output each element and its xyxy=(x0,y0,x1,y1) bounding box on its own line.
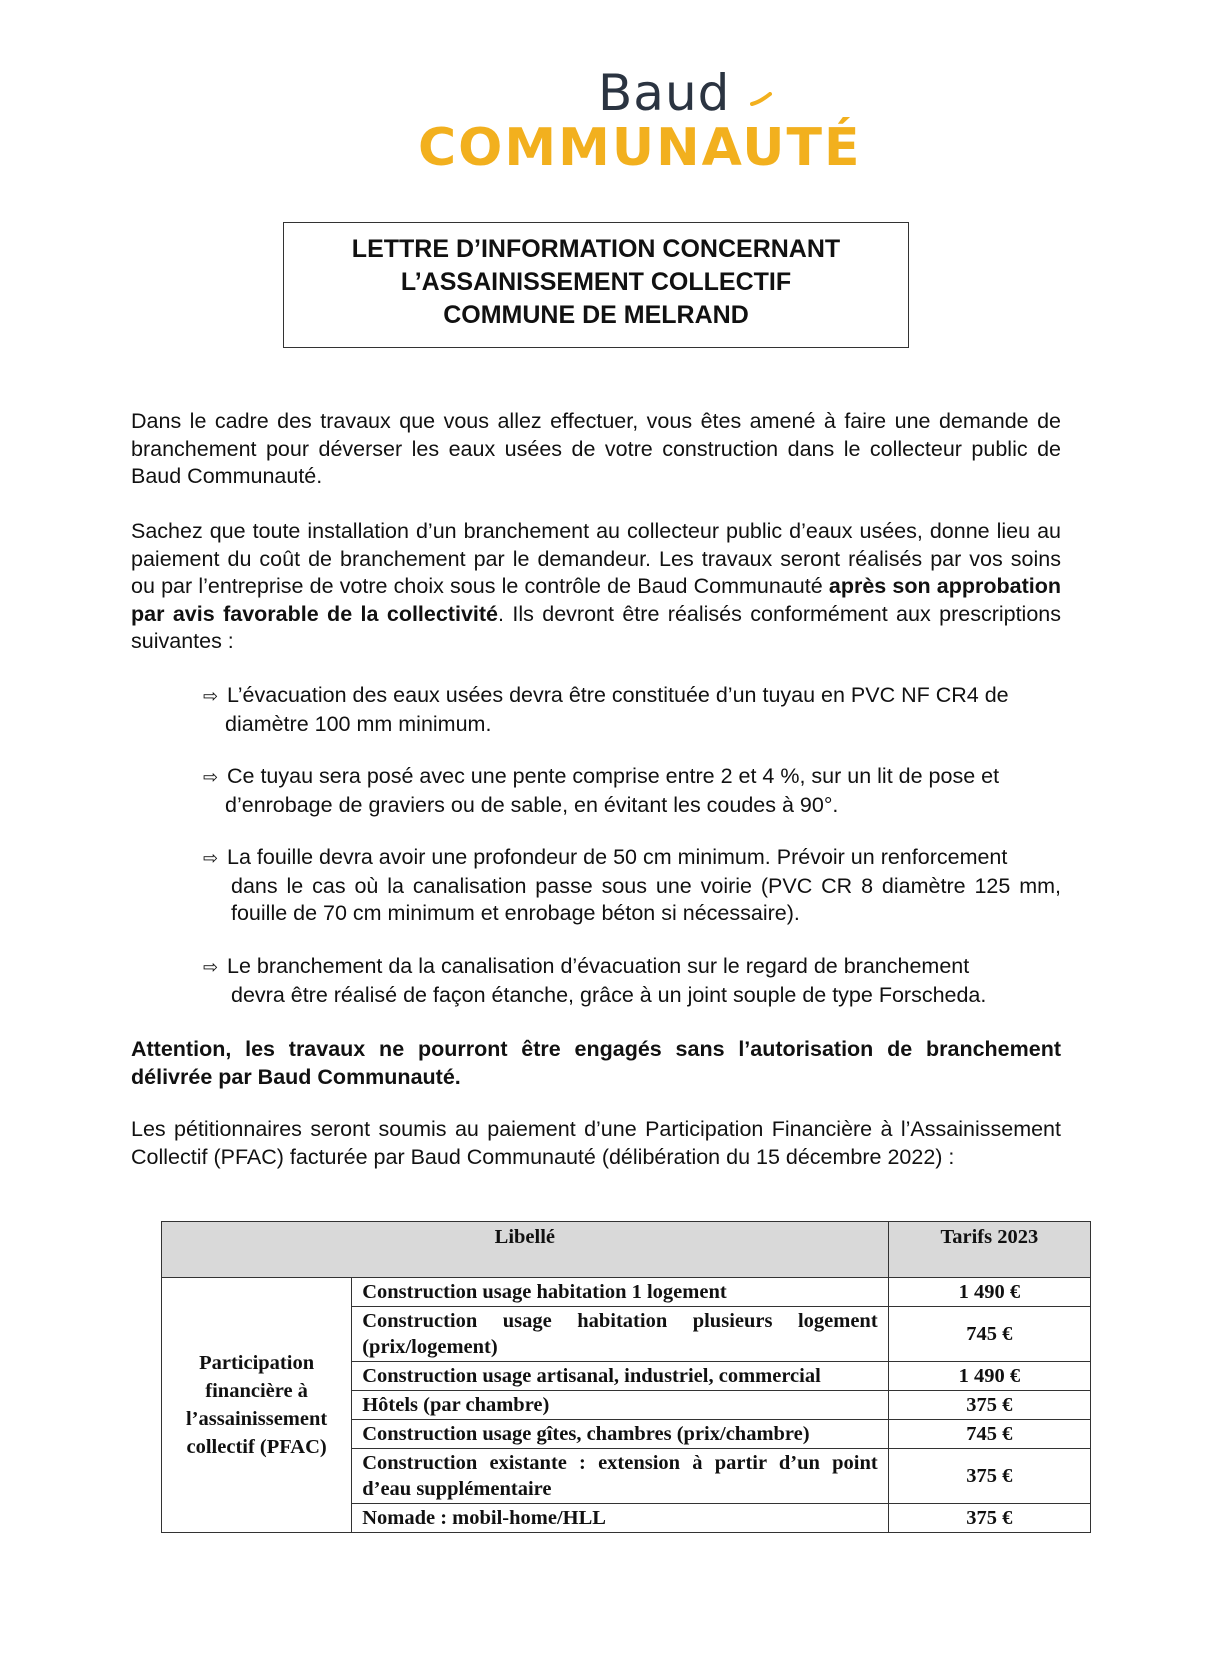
installation-text-end: . Ils devront être réalisés conformément aux prescriptions suivantes : xyxy=(131,601,1061,653)
arrow-right-icon: ⇨ xyxy=(203,848,219,868)
logo-communaute-text: COMMUNAUTÉ xyxy=(418,118,862,178)
prescription-item xyxy=(203,844,1061,928)
row-price: 375 € xyxy=(888,1391,1090,1420)
row-label: Nomade : mobil-home/HLL xyxy=(352,1504,888,1533)
prescription-text-continued: diamètre 100 mm minimum. xyxy=(225,711,492,736)
logo-baud-text: Baud xyxy=(598,64,731,122)
logo-accent-icon xyxy=(750,92,772,106)
row-price: 745 € xyxy=(888,1420,1090,1449)
row-label: Construction existante : extension à partir d’un point d’eau supplémentaire xyxy=(352,1449,888,1504)
row-label: Hôtels (par chambre) xyxy=(352,1391,888,1420)
row-price: 375 € xyxy=(888,1504,1090,1533)
prescription-text: Le branchement da la canalisation d’évacuation sur le regard de branchement xyxy=(227,954,970,978)
header-libelle: Libellé xyxy=(162,1222,889,1278)
arrow-right-icon: ⇨ xyxy=(203,686,219,706)
table-row xyxy=(162,1278,1091,1307)
baud-communaute-logo xyxy=(418,64,862,178)
intro-paragraph: Dans le cadre des travaux que vous allez effectuer, vous êtes amené à faire une demande de branchement pour déverser les eaux usées de votre construction dans le collecteur public de Baud Communauté. xyxy=(131,409,1061,488)
arrow-right-icon: ⇨ xyxy=(203,957,219,977)
pfac-tariff-table xyxy=(161,1221,1091,1533)
warning-paragraph: Attention, les travaux ne pourront être engagés sans l’autorisation de branchement délivrée par Baud Communauté. xyxy=(131,1037,1061,1089)
prescription-item xyxy=(203,953,1061,1009)
title-line-3: COMMUNE DE MELRAND xyxy=(443,301,749,329)
row-label: Construction usage habitation 1 logement xyxy=(352,1278,888,1307)
title-line-2: L’ASSAINISSEMENT COLLECTIF xyxy=(400,268,792,296)
header-tarifs: Tarifs 2023 xyxy=(888,1222,1090,1278)
arrow-right-icon: ⇨ xyxy=(203,767,219,787)
pfac-paragraph: Les pétitionnaires seront soumis au paiement d’une Participation Financière à l’Assainissement Collectif (PFAC) facturée par Baud Communauté (délibération du 15 décembre 2022) : xyxy=(131,1117,1061,1169)
prescription-item xyxy=(203,763,1061,819)
row-price: 375 € xyxy=(888,1449,1090,1504)
row-label: Construction usage habitation plusieurs logement (prix/logement) xyxy=(352,1307,888,1362)
row-price: 745 € xyxy=(888,1307,1090,1362)
row-price: 1 490 € xyxy=(888,1278,1090,1307)
prescription-text-continued: dans le cas où la canalisation passe sous une voirie (PVC CR 8 diamètre 125 mm, fouille de 70 cm minimum et enrobage béton si nécessaire). xyxy=(231,873,1061,925)
prescription-text: Ce tuyau sera posé avec une pente comprise entre 2 et 4 %, sur un lit de pose et xyxy=(227,764,1000,788)
prescription-text: L’évacuation des eaux usées devra être constituée d’un tuyau en PVC NF CR4 de xyxy=(227,683,1009,707)
prescription-text-continued: d’enrobage de graviers ou de sable, en évitant les coudes à 90°. xyxy=(225,792,839,817)
row-label: Construction usage gîtes, chambres (prix/chambre) xyxy=(352,1420,888,1449)
prescription-text: La fouille devra avoir une profondeur de 50 cm minimum. Prévoir un renforcement xyxy=(227,845,1008,869)
table-header-row xyxy=(162,1222,1091,1278)
title-line-1: LETTRE D’INFORMATION CONCERNANT xyxy=(351,235,841,263)
installation-text-bold: après son approbation par avis favorable de la collectivité xyxy=(131,574,1061,626)
prescription-item xyxy=(203,682,1061,738)
installation-paragraph xyxy=(131,518,1061,656)
category-cell: Participation financière à l’assainissement collectif (PFAC) xyxy=(162,1278,352,1533)
document-title-box xyxy=(283,222,909,348)
row-label: Construction usage artisanal, industriel, commercial xyxy=(352,1362,888,1391)
installation-text-start: Sachez que toute installation d’un branchement au collecteur public d’eaux usées, donne lieu au paiement du coût de branchement par le demandeur. Les travaux seront réalisés par vos soins ou par l’entreprise de votre choix sous le contrôle de Baud Communauté xyxy=(131,519,1061,598)
row-price: 1 490 € xyxy=(888,1362,1090,1391)
prescription-text-continued: devra être réalisé de façon étanche, grâce à un joint souple de type Forscheda. xyxy=(231,982,987,1007)
